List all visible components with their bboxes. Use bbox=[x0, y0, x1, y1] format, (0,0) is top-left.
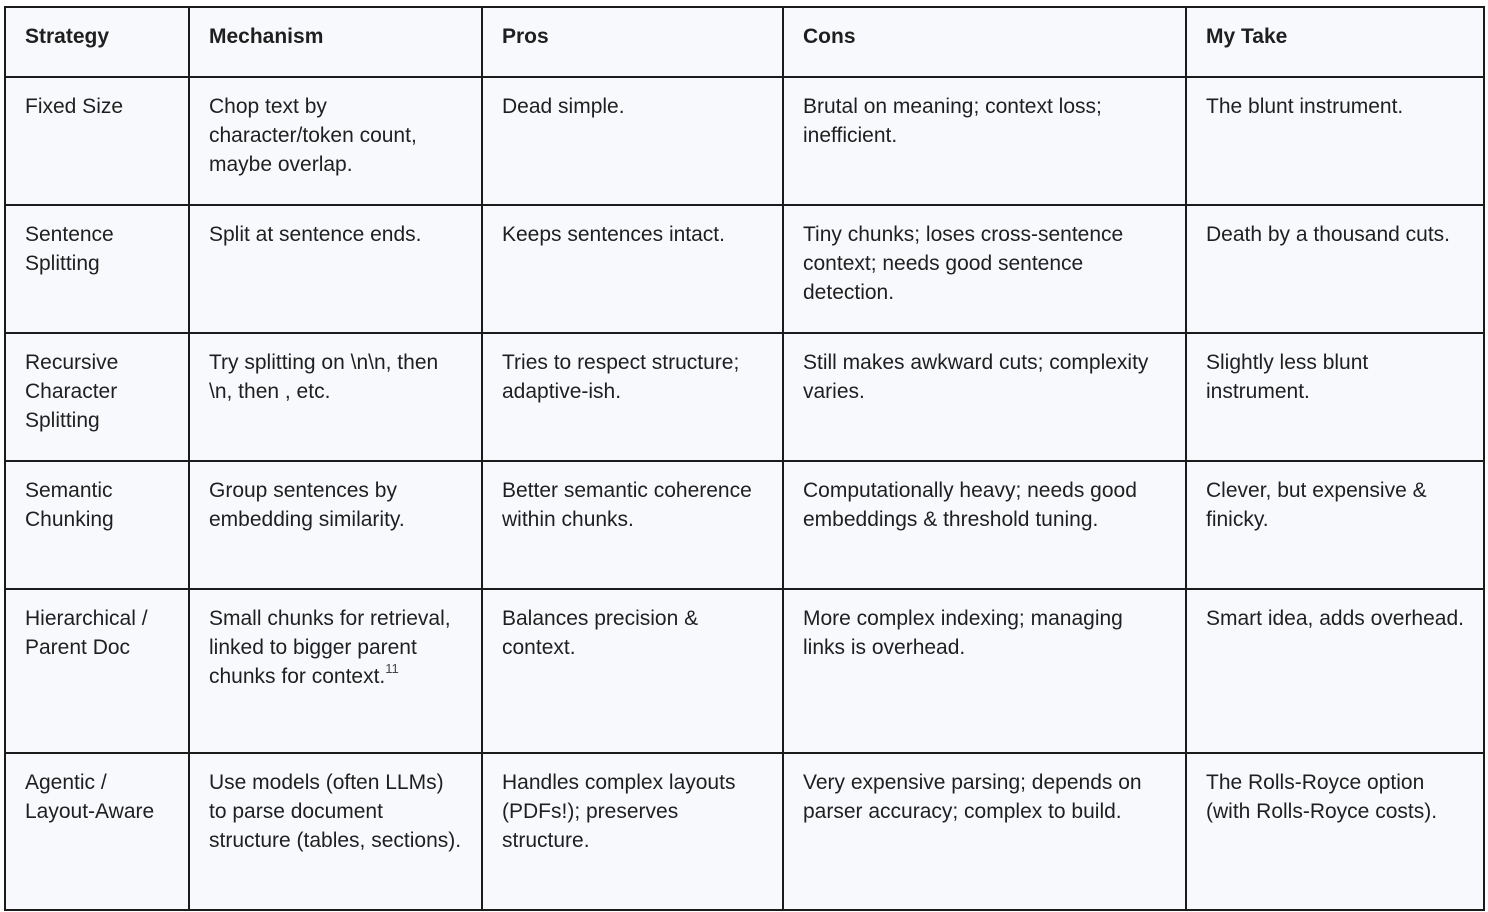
cell-strategy: Recursive Character Splitting bbox=[5, 333, 189, 461]
cell-my-take: Smart idea, adds overhead. bbox=[1186, 589, 1484, 753]
cell-mechanism: Try splitting on \n\n, then \n, then , etc. bbox=[189, 333, 482, 461]
footnote-marker[interactable]: 11 bbox=[385, 661, 399, 676]
cell-mechanism: Group sentences by embedding similarity. bbox=[189, 461, 482, 589]
cell-my-take: The Rolls-Royce option (with Rolls-Royce costs). bbox=[1186, 753, 1484, 910]
table-row bbox=[5, 333, 1484, 461]
cell-my-take: Clever, but expensive & finicky. bbox=[1186, 461, 1484, 589]
cell-pros: Better semantic coherence within chunks. bbox=[482, 461, 783, 589]
cell-strategy: Sentence Splitting bbox=[5, 205, 189, 333]
header-my-take: My Take bbox=[1186, 7, 1484, 77]
cell-mechanism bbox=[189, 589, 482, 753]
header-pros: Pros bbox=[482, 7, 783, 77]
cell-strategy: Hierarchical / Parent Doc bbox=[5, 589, 189, 753]
header-cons: Cons bbox=[783, 7, 1186, 77]
cell-cons: Computationally heavy; needs good embeddings & threshold tuning. bbox=[783, 461, 1186, 589]
cell-cons: More complex indexing; managing links is overhead. bbox=[783, 589, 1186, 753]
chunking-strategy-table bbox=[4, 6, 1485, 911]
cell-strategy: Fixed Size bbox=[5, 77, 189, 205]
table-row bbox=[5, 753, 1484, 910]
cell-cons: Still makes awkward cuts; complexity varies. bbox=[783, 333, 1186, 461]
cell-pros: Handles complex layouts (PDFs!); preserves structure. bbox=[482, 753, 783, 910]
table-row bbox=[5, 205, 1484, 333]
cell-cons: Brutal on meaning; context loss; inefficient. bbox=[783, 77, 1186, 205]
table-body bbox=[5, 77, 1484, 910]
cell-pros: Tries to respect structure; adaptive-ish. bbox=[482, 333, 783, 461]
cell-my-take: The blunt instrument. bbox=[1186, 77, 1484, 205]
cell-mechanism: Use models (often LLMs) to parse document structure (tables, sections). bbox=[189, 753, 482, 910]
header-mechanism: Mechanism bbox=[189, 7, 482, 77]
cell-my-take: Slightly less blunt instrument. bbox=[1186, 333, 1484, 461]
table-row bbox=[5, 589, 1484, 753]
header-strategy: Strategy bbox=[5, 7, 189, 77]
cell-cons: Tiny chunks; loses cross-sentence context; needs good sentence detection. bbox=[783, 205, 1186, 333]
cell-pros: Balances precision & context. bbox=[482, 589, 783, 753]
cell-strategy: Agentic / Layout-Aware bbox=[5, 753, 189, 910]
cell-strategy: Semantic Chunking bbox=[5, 461, 189, 589]
cell-my-take: Death by a thousand cuts. bbox=[1186, 205, 1484, 333]
table-row bbox=[5, 77, 1484, 205]
chunking-strategy-table-container bbox=[4, 6, 1483, 911]
cell-mechanism: Split at sentence ends. bbox=[189, 205, 482, 333]
table-row bbox=[5, 461, 1484, 589]
cell-pros: Keeps sentences intact. bbox=[482, 205, 783, 333]
table-header bbox=[5, 7, 1484, 77]
cell-cons: Very expensive parsing; depends on parser accuracy; complex to build. bbox=[783, 753, 1186, 910]
header-row bbox=[5, 7, 1484, 77]
mechanism-text: Small chunks for retrieval, linked to bigger parent chunks for context. bbox=[209, 607, 451, 688]
cell-mechanism: Chop text by character/token count, maybe overlap. bbox=[189, 77, 482, 205]
cell-pros: Dead simple. bbox=[482, 77, 783, 205]
